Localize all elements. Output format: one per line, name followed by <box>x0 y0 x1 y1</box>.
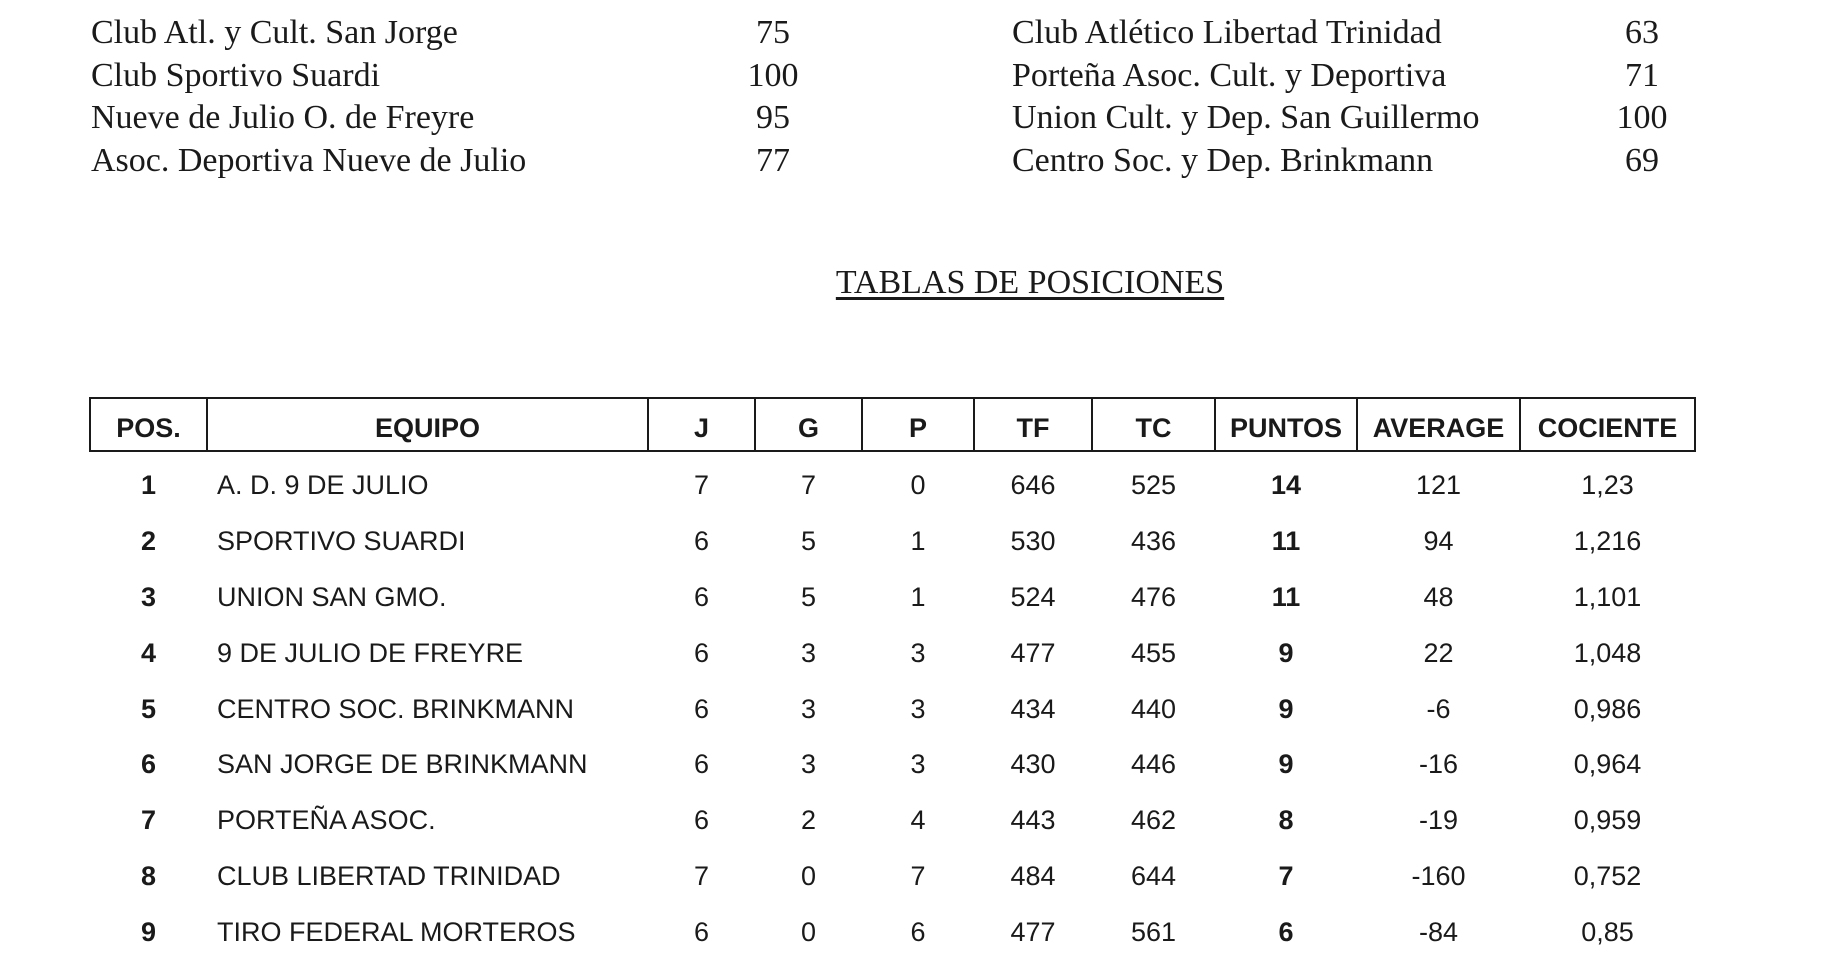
cell-g: 5 <box>800 526 817 557</box>
cell-average: 94 <box>1423 526 1454 557</box>
table-row <box>90 904 1695 960</box>
result-row <box>1012 140 1792 183</box>
header-tc: TC <box>1092 398 1215 451</box>
result-row <box>1012 97 1792 140</box>
cell-team: SAN JORGE DE BRINKMANN <box>217 749 588 780</box>
cell-g: 0 <box>800 860 817 891</box>
table-row <box>90 625 1695 681</box>
cell-average: -160 <box>1411 860 1466 891</box>
cell-cociente: 1,048 <box>1573 637 1642 668</box>
cell-average: -84 <box>1418 916 1459 947</box>
header-equipo: EQUIPO <box>207 398 648 451</box>
result-row <box>91 97 891 140</box>
cell-tf: 646 <box>1010 470 1056 501</box>
cell-team: 9 DE JULIO DE FREYRE <box>217 637 524 668</box>
section-title: TABLAS DE POSICIONES <box>835 264 1225 301</box>
cell-tc: 446 <box>1130 749 1177 780</box>
cell-cociente: 1,101 <box>1573 581 1642 612</box>
cell-average: 22 <box>1423 637 1454 668</box>
cell-team: PORTEÑA ASOC. <box>217 805 436 836</box>
cell-puntos: 9 <box>1278 749 1294 780</box>
cell-p: 6 <box>910 916 926 947</box>
header-p: P <box>862 398 974 451</box>
cell-average: -19 <box>1418 805 1459 836</box>
cell-team: A. D. 9 DE JULIO <box>217 470 429 501</box>
result-team: Club Atl. y Cult. San Jorge <box>91 14 458 51</box>
cell-j: 6 <box>693 749 710 780</box>
cell-g: 7 <box>800 470 817 501</box>
cell-j: 6 <box>693 581 710 612</box>
result-score: 100 <box>747 56 799 94</box>
cell-tf: 430 <box>1010 749 1056 780</box>
cell-team: CENTRO SOC. BRINKMANN <box>217 693 575 724</box>
cell-tf: 434 <box>1010 693 1056 724</box>
table-row <box>90 451 1695 514</box>
cell-average: -16 <box>1418 749 1459 780</box>
cell-team: UNION SAN GMO. <box>217 581 447 612</box>
cell-pos: 8 <box>140 860 157 891</box>
header-average: AVERAGE <box>1357 398 1520 451</box>
cell-cociente: 0,85 <box>1581 916 1634 947</box>
cell-tf: 477 <box>1010 916 1056 947</box>
cell-pos: 2 <box>140 526 157 557</box>
standings-table <box>89 397 1696 960</box>
cell-pos: 7 <box>140 805 157 836</box>
cell-puntos: 11 <box>1271 526 1301 557</box>
table-row <box>90 793 1695 849</box>
cell-j: 6 <box>693 805 710 836</box>
cell-j: 6 <box>693 526 710 557</box>
header-puntos: PUNTOS <box>1215 398 1357 451</box>
result-row <box>91 55 891 98</box>
cell-puntos: 7 <box>1278 860 1294 891</box>
result-row <box>1012 12 1792 55</box>
cell-puntos: 8 <box>1278 805 1294 836</box>
result-team: Asoc. Deportiva Nueve de Julio <box>91 141 527 179</box>
result-score: 69 <box>1625 141 1659 179</box>
result-team: Club Atlético Libertad Trinidad <box>1012 14 1442 51</box>
cell-cociente: 0,959 <box>1573 805 1642 836</box>
cell-p: 3 <box>910 693 926 724</box>
cell-g: 3 <box>800 637 817 668</box>
result-score: 77 <box>756 141 790 179</box>
table-row <box>90 737 1695 793</box>
cell-tc: 440 <box>1130 693 1177 724</box>
result-team: Union Cult. y Dep. San Guillermo <box>1012 99 1480 136</box>
cell-g: 0 <box>800 916 817 947</box>
cell-puntos: 6 <box>1278 916 1294 947</box>
cell-average: -6 <box>1426 693 1451 724</box>
result-score: 71 <box>1625 56 1659 94</box>
cell-pos: 1 <box>140 470 157 501</box>
cell-cociente: 1,23 <box>1581 470 1634 501</box>
section-title-container <box>0 264 1824 302</box>
cell-g: 2 <box>800 805 817 836</box>
header-j: J <box>648 398 755 451</box>
cell-tf: 524 <box>1010 581 1056 612</box>
cell-tc: 525 <box>1130 470 1177 501</box>
cell-puntos: 14 <box>1270 470 1302 501</box>
cell-j: 6 <box>693 916 710 947</box>
cell-pos: 5 <box>140 693 157 724</box>
cell-tf: 530 <box>1010 526 1056 557</box>
header-tf: TF <box>974 398 1092 451</box>
cell-g: 3 <box>800 693 817 724</box>
cell-tc: 476 <box>1130 581 1177 612</box>
cell-p: 3 <box>910 749 926 780</box>
cell-j: 7 <box>693 860 710 891</box>
cell-puntos: 9 <box>1278 693 1294 724</box>
result-row <box>91 140 891 183</box>
cell-tf: 484 <box>1010 860 1056 891</box>
cell-tc: 561 <box>1130 916 1177 947</box>
result-row <box>1012 55 1792 98</box>
result-score: 75 <box>756 14 790 51</box>
results-left-column <box>91 12 891 182</box>
result-team: Centro Soc. y Dep. Brinkmann <box>1012 141 1434 179</box>
cell-cociente: 0,752 <box>1573 860 1642 891</box>
cell-cociente: 1,216 <box>1573 526 1642 557</box>
cell-tc: 644 <box>1130 860 1177 891</box>
result-team: Nueve de Julio O. de Freyre <box>91 99 475 136</box>
cell-j: 6 <box>693 637 710 668</box>
cell-tf: 477 <box>1010 637 1056 668</box>
header-pos: POS. <box>90 398 207 451</box>
cell-tf: 443 <box>1010 805 1056 836</box>
cell-average: 121 <box>1415 470 1462 501</box>
cell-cociente: 0,964 <box>1573 749 1642 780</box>
result-score: 63 <box>1625 14 1659 51</box>
results-right-column <box>1012 12 1792 182</box>
cell-pos: 6 <box>140 749 157 780</box>
cell-p: 0 <box>910 470 926 501</box>
cell-tc: 462 <box>1130 805 1177 836</box>
cell-average: 48 <box>1423 581 1454 612</box>
cell-p: 3 <box>910 637 926 668</box>
table-row <box>90 849 1695 905</box>
result-team: Club Sportivo Suardi <box>91 56 381 94</box>
result-score: 95 <box>756 99 790 136</box>
cell-g: 5 <box>800 581 817 612</box>
cell-j: 7 <box>693 470 710 501</box>
table-header-row <box>90 398 1695 451</box>
header-cociente: COCIENTE <box>1520 398 1695 451</box>
cell-j: 6 <box>693 693 710 724</box>
cell-team: TIRO FEDERAL MORTEROS <box>217 916 576 947</box>
cell-p: 4 <box>910 805 926 836</box>
cell-team: CLUB LIBERTAD TRINIDAD <box>217 860 561 891</box>
cell-puntos: 11 <box>1271 581 1301 612</box>
cell-g: 3 <box>800 749 817 780</box>
cell-pos: 9 <box>140 916 157 947</box>
cell-pos: 4 <box>140 637 157 668</box>
cell-p: 7 <box>910 860 926 891</box>
cell-pos: 3 <box>140 581 157 612</box>
cell-cociente: 0,986 <box>1573 693 1642 724</box>
result-team: Porteña Asoc. Cult. y Deportiva <box>1012 56 1447 94</box>
cell-puntos: 9 <box>1278 637 1294 668</box>
cell-tc: 436 <box>1130 526 1177 557</box>
cell-p: 1 <box>910 526 926 557</box>
cell-team: SPORTIVO SUARDI <box>217 526 466 557</box>
cell-tc: 455 <box>1130 637 1177 668</box>
result-score: 100 <box>1616 99 1668 136</box>
result-row <box>91 12 891 55</box>
cell-p: 1 <box>910 581 926 612</box>
table-row <box>90 681 1695 737</box>
header-g: G <box>755 398 862 451</box>
table-row <box>90 514 1695 570</box>
table-row <box>90 570 1695 626</box>
